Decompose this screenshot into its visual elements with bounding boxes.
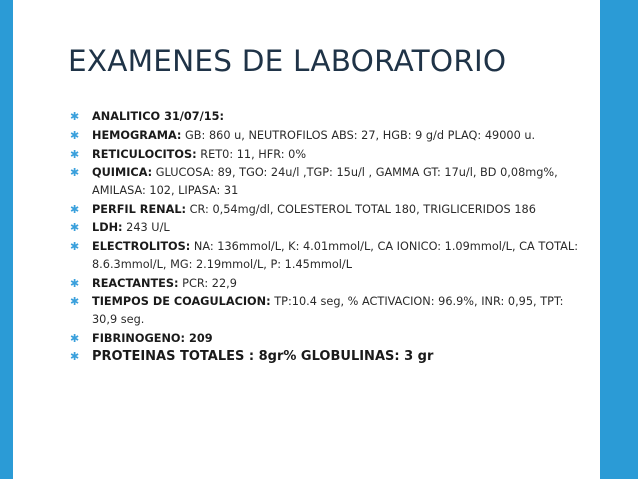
lab-results-list [70,108,590,367]
asterisk-bullet-icon: ✱ [70,221,80,235]
left-accent-bar [0,0,13,479]
item-label: TIEMPOS DE COAGULACION: [92,295,271,309]
item-label: REACTANTES: [92,276,179,290]
list-item [70,108,590,126]
list-item [70,219,590,237]
asterisk-bullet-icon: ✱ [70,166,80,180]
list-item [70,127,590,145]
asterisk-bullet-icon: ✱ [70,147,80,161]
item-value: RET0: 11, HFR: 0% [196,147,307,161]
asterisk-bullet-icon: ✱ [70,202,80,216]
item-label: PROTEINAS TOTALES : 8gr% GLOBULINAS: 3 gr [92,349,434,365]
item-value: PCR: 22,9 [178,276,237,290]
asterisk-bullet-icon: ✱ [70,350,80,364]
item-label: ELECTROLITOS: [92,240,191,254]
item-value: NA: 136mmol/L, K: 4.01mmol/L, CA IONICO: 1.09mmol/L, CA TOTAL: 8.6.3mmol/L, MG: 2.19mmol/L, P: 1.45mmol/L [92,240,579,271]
asterisk-bullet-icon: ✱ [70,240,80,254]
item-value: CR: 0,54mg/dl, COLESTEROL TOTAL 180, TRIGLICERIDOS 186 [186,202,536,216]
item-label: ANALITICO 31/07/15: [92,110,225,123]
asterisk-bullet-icon: ✱ [70,331,80,345]
item-label: FIBRINOGENO: 209 [92,331,213,345]
list-item [70,330,590,348]
item-label: QUIMICA: [92,166,153,180]
list-item [70,201,590,219]
slide-title: EXAMENES DE LABORATORIO [68,44,507,78]
asterisk-bullet-icon: ✱ [70,110,80,123]
list-item [70,348,590,366]
item-value: GLUCOSA: 89, TGO: 24u/l ,TGP: 15u/l , GAMMA GT: 17u/l, BD 0,08mg%, AMILASA: 102, LIPASA: 31 [92,166,558,197]
asterisk-bullet-icon: ✱ [70,295,80,309]
asterisk-bullet-icon: ✱ [70,276,80,290]
list-item [70,164,590,199]
list-item [70,146,590,164]
right-accent-bar [600,0,638,479]
item-value: 243 U/L [122,221,170,235]
item-label: PERFIL RENAL: [92,202,187,216]
list-item [70,275,590,293]
list-item [70,238,590,273]
item-label: LDH: [92,221,123,235]
item-label: HEMOGRAMA: [92,128,182,142]
asterisk-bullet-icon: ✱ [70,128,80,142]
item-label: RETICULOCITOS: [92,147,197,161]
item-value: TP:10.4 seg, % ACTIVACION: 96.9%, INR: 0,95, TPT: 30,9 seg. [92,295,564,326]
list-item [70,293,590,328]
item-value: GB: 860 u, NEUTROFILOS ABS: 27, HGB: 9 g/d PLAQ: 49000 u. [181,128,536,142]
